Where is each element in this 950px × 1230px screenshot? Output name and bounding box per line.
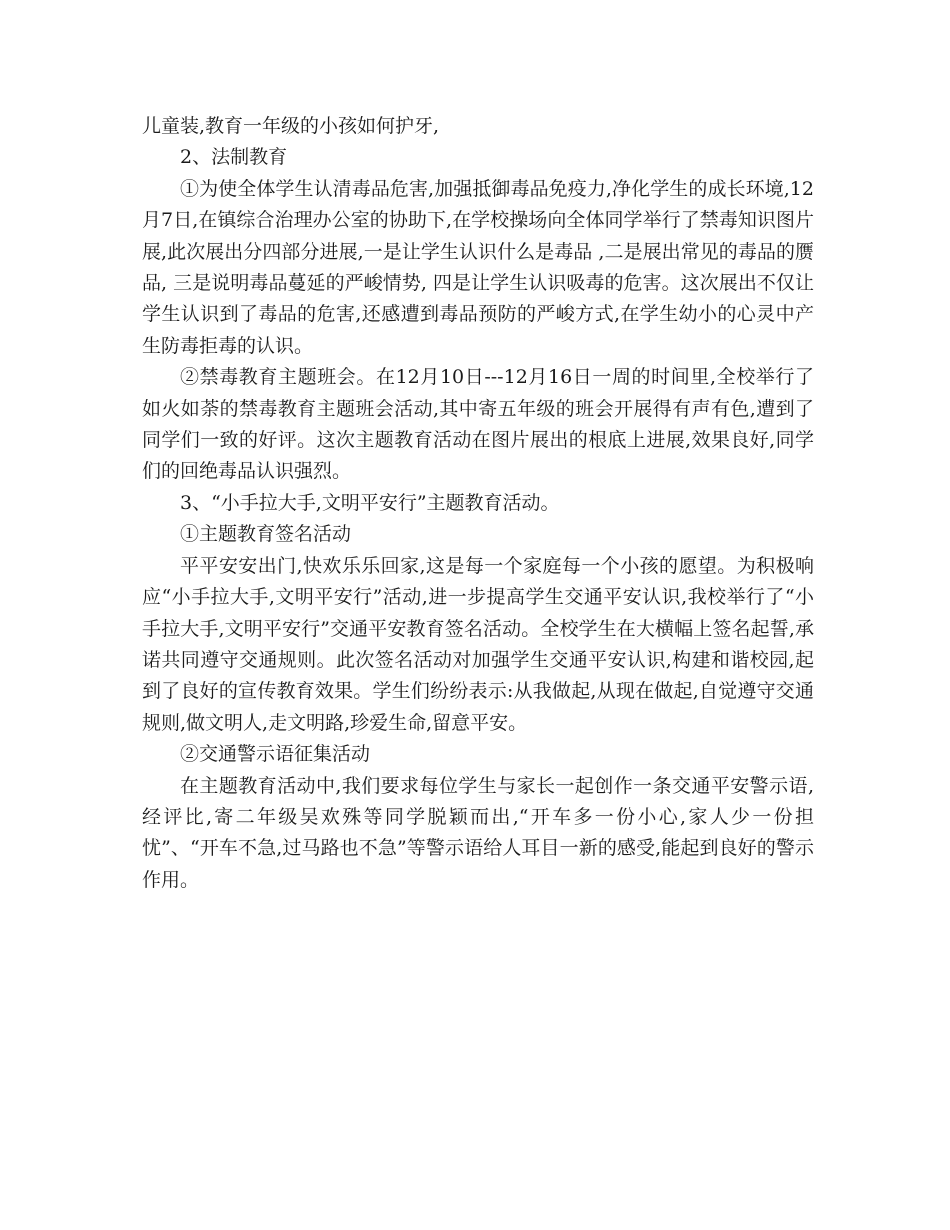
section-heading-legal-education: 2、法制教育 [180, 146, 288, 169]
paragraph-drug-exhibition: ①为使全体学生认清毒品危害,加强抵御毒品免疫力,净化学生的成长环境,12月7日,在镇综合治理办公室的协助下,在学校操场向全体同学举行了禁毒知识图片展,此次展出分四部分进展,一是让学生认识什么是毒品 ,二是展出常见的毒品的赝品, 三是说明毒品蔓延的严峻情势, 四是让学生认识吸毒的危害。这次展出不仅让学生认识到了毒品的危害,还感遭到毒品预防的严峻方式,在学生幼小的心灵中产生防毒拒毒的认识。 [142, 177, 814, 357]
document-body [142, 111, 814, 896]
subheading-signature-activity: ①主题教育签名活动 [180, 523, 352, 546]
paragraph-class-meeting: ②禁毒教育主题班会。在12月10日---12月16日一周的时间里,全校举行了如火如荼的禁毒教育主题班会活动,其中寄五年级的班会开展得有声有色,遭到了同学们一致的好评。这次主题教育活动在图片展出的根底上进展,效果良好,同学们的回绝毒品认识强烈。 [142, 366, 814, 483]
paragraph-signature-activity: 平平安安出门,快欢乐乐回家,这是每一个家庭每一个小孩的愿望。为积极响应“小手拉大手,文明平安行”活动,进一步提高学生交通平安认识,我校举行了“小手拉大手,文明平安行”交通平安教育签名活动。全校学生在大横幅上签名起誓,承诺共同遵守交通规则。此次签名活动对加强学生交通平安认识,构建和谐校园,起到了良好的宣传教育效果。学生们纷纷表示:从我做起,从现在做起,自觉遵守交通规则,做文明人,走文明路,珍爱生命,留意平安。 [142, 554, 814, 734]
section-heading-traffic-activity: 3、“小手拉大手,文明平安行”主题教育活动。 [180, 491, 560, 514]
subheading-slogan-collection: ②交通警示语征集活动 [180, 743, 371, 766]
paragraph-slogan-collection: 在主题教育活动中,我们要求每位学生与家长一起创作一条交通平安警示语,经评比,寄二年级吴欢殊等同学脱颖而出,“开车多一份小心,家人少一份担忧”、“开车不急,过马路也不急”等警示语给人耳目一新的感受,能起到良好的警示作用。 [142, 774, 814, 891]
paragraph-continuation: 儿童装,教育一年级的小孩如何护牙, [142, 115, 440, 137]
